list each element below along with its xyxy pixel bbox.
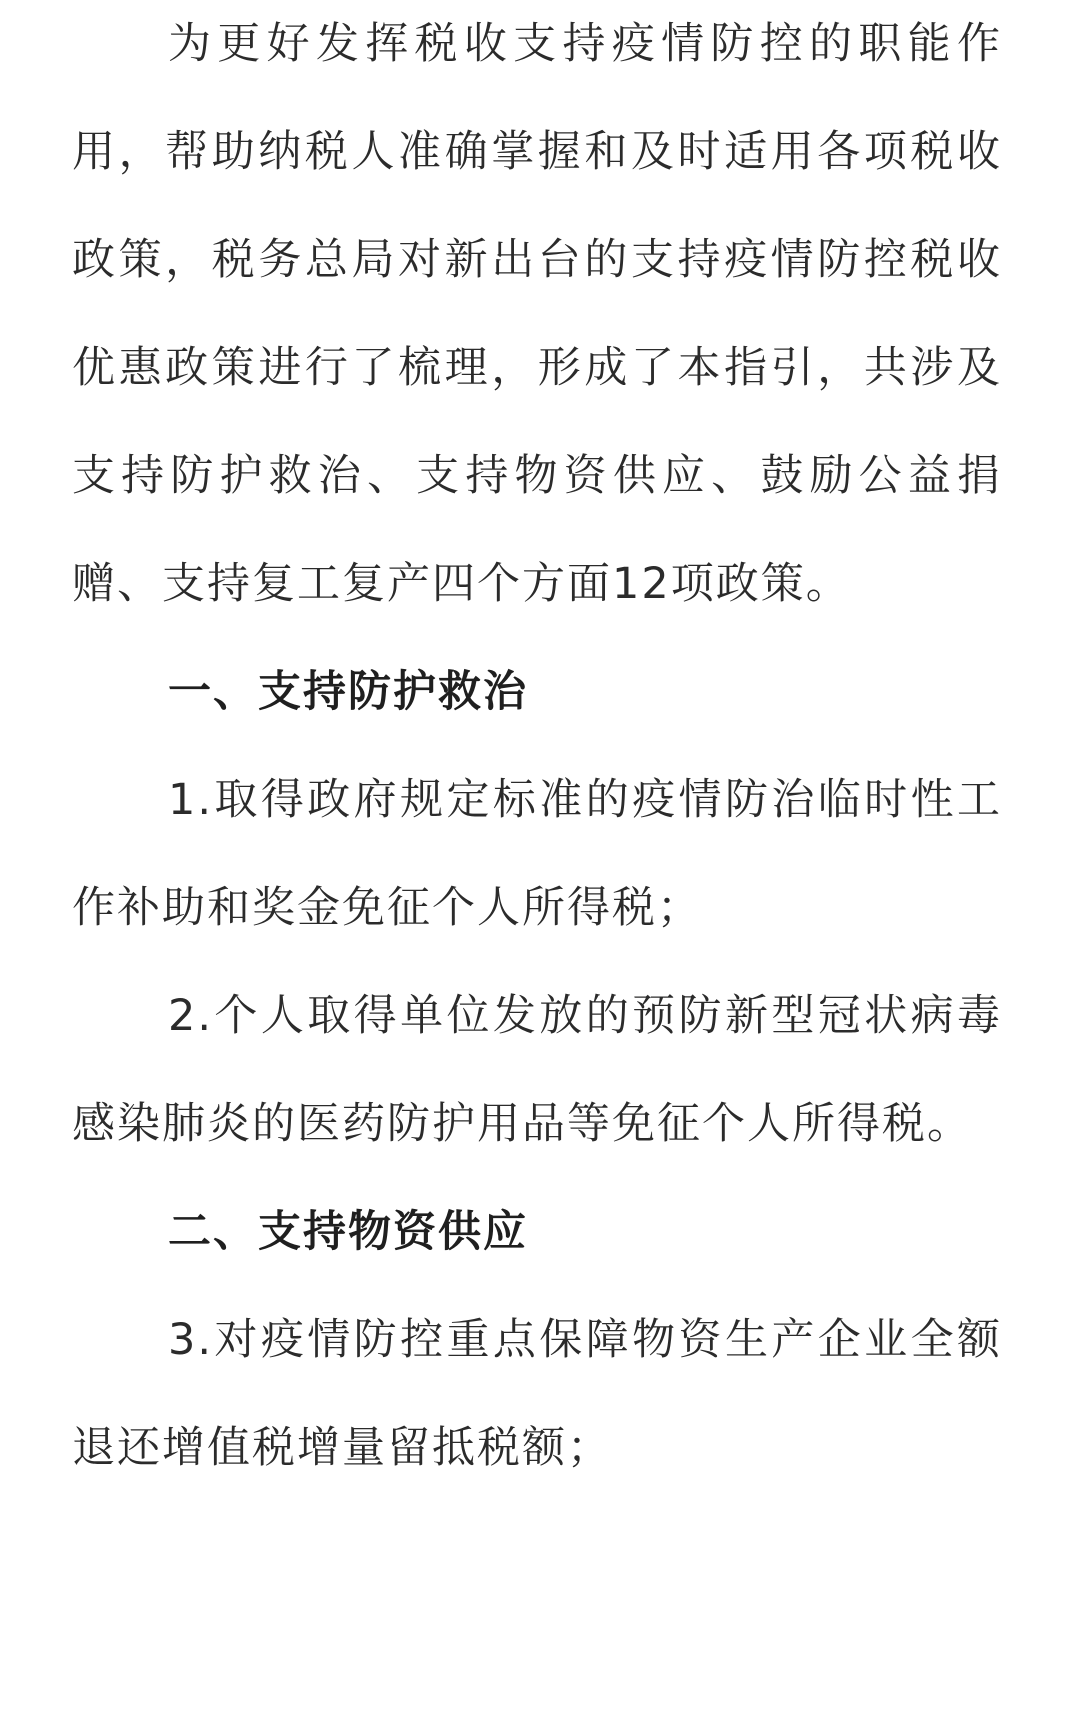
section-heading-1: 一、支持防护救治 — [168, 667, 528, 717]
section-heading-2: 二、支持物资供应 — [168, 1207, 528, 1257]
policy-item-2: 2.个人取得单位发放的预防新型冠状病毒感染肺炎的医药防护用品等免征个人所得税。 — [72, 991, 1002, 1149]
article-body — [72, 0, 1002, 1502]
policy-item-3: 3.对疫情防控重点保障物资生产企业全额退还增值税增量留抵税额； — [72, 1315, 1002, 1473]
policy-item-1: 1.取得政府规定标准的疫情防治临时性工作补助和奖金免征个人所得税； — [72, 775, 1002, 933]
intro-paragraph: 为更好发挥税收支持疫情防控的职能作用，帮助纳税人准确掌握和及时适用各项税收政策，税务总局对新出台的支持疫情防控税收优惠政策进行了梳理，形成了本指引，共涉及支持防护救治、支持物资供应、鼓励公益捐赠、支持复工复产四个方面12项政策。 — [72, 19, 1002, 609]
